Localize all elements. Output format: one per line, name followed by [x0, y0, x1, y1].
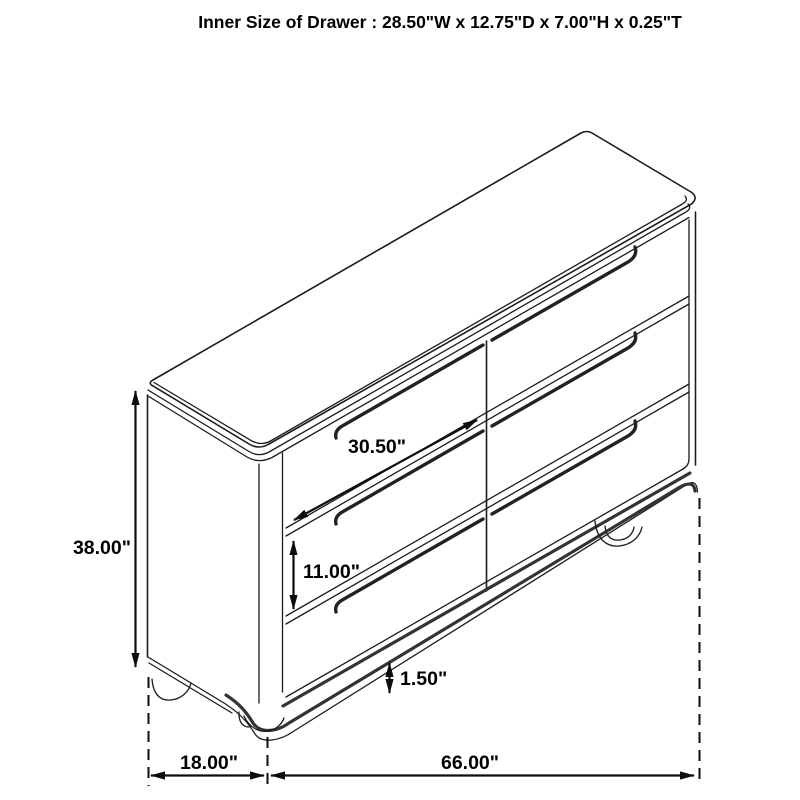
base-shadow-lower — [226, 484, 695, 730]
gap-row1-top — [286, 296, 689, 528]
gap-row1-bottom — [286, 304, 689, 536]
height-dimension-label: 38.00" — [72, 537, 131, 559]
drawer-width-dimension-arrow — [294, 420, 477, 520]
width-dimension-label: 66.00" — [440, 752, 500, 774]
base-clearance-dimension-label: 1.50" — [400, 668, 448, 690]
top-edge-band — [154, 196, 686, 444]
drawer-width-dimension-label: 30.50" — [347, 436, 407, 458]
depth-dimension — [151, 752, 264, 776]
top-outline — [150, 132, 695, 448]
drawer-width-dimension — [294, 420, 477, 520]
top-slab-edge-2 — [148, 218, 689, 461]
dresser-base — [148, 459, 698, 740]
dresser-top — [148, 132, 695, 461]
dresser-drawing — [148, 132, 698, 741]
width-dimension — [271, 752, 694, 776]
dresser-feet — [152, 521, 642, 700]
drawer-height-dimension-label: 11.00" — [303, 561, 360, 583]
base-clearance-dimension — [390, 663, 448, 693]
base-left-inner-line — [149, 663, 232, 713]
top-slab-edge-1 — [148, 204, 690, 455]
depth-dimension-label: 18.00" — [179, 752, 239, 774]
drawer-handles — [336, 247, 636, 612]
base-outer-contour — [148, 483, 698, 740]
back-left-foot — [152, 679, 191, 700]
drawer-height-dimension — [294, 541, 360, 609]
height-dimension — [73, 391, 136, 667]
diagram-title: Inner Size of Drawer : 28.50"W x 12.75"D x 7.00"H x 0.25"T — [198, 12, 682, 32]
